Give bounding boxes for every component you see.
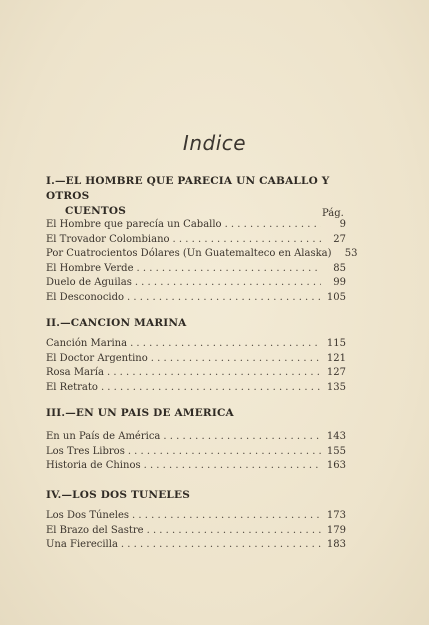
section-heading-line: II.—CANCION MARINA (46, 317, 187, 329)
toc-entry (46, 539, 346, 554)
entry-page: 105 (326, 291, 346, 303)
entry-page: 115 (326, 338, 346, 349)
leader-dots (107, 367, 321, 378)
entry-page: 143 (326, 431, 346, 442)
leader-dots (173, 234, 321, 245)
leader-dots (132, 510, 321, 521)
entry-page: 99 (333, 277, 346, 288)
entry-title: Por Cuatrocientos Dólares (Un Guatemalteco en Alaska) (46, 248, 332, 259)
leader-dots (135, 277, 321, 288)
entry-title: El Retrato (46, 381, 98, 393)
toc-entry (46, 234, 346, 249)
entry-page: 163 (326, 460, 346, 471)
leader-dots (130, 338, 321, 349)
entry-title: El Hombre Verde (46, 262, 134, 274)
entry-page: 9 (339, 219, 346, 230)
leader-dots (147, 525, 321, 536)
entry-title: El Hombre que parecía un Caballo (46, 219, 222, 230)
leader-dots (137, 263, 322, 274)
entry-title: El Doctor Argentino (46, 352, 148, 364)
section-entries-3 (46, 431, 346, 475)
toc-entry (46, 510, 346, 525)
toc-entry (46, 263, 346, 278)
entry-title: Rosa María (46, 367, 104, 378)
section-entries-2 (46, 338, 346, 396)
toc-entry (46, 338, 346, 353)
section-entries-1 (46, 219, 358, 306)
toc-entry (46, 277, 346, 292)
entry-page: 127 (326, 367, 346, 378)
section-heading-line: CUENTOS (65, 205, 127, 217)
section-heading-4 (46, 488, 366, 503)
toc-entry (46, 460, 346, 475)
leader-dots (163, 431, 321, 442)
entry-title: Historia de Chinos (46, 460, 141, 471)
page-title: Indice (182, 131, 247, 155)
page-column-label: Pág. (322, 208, 344, 219)
entry-page: 155 (326, 445, 346, 457)
entry-title: Canción Marina (46, 338, 128, 349)
toc-entry (46, 382, 346, 397)
leader-dots (225, 219, 321, 230)
entry-title: En un País de América (46, 431, 161, 442)
entry-page: 53 (344, 248, 358, 259)
entry-title: Los Tres Libros (46, 445, 125, 457)
leader-dots (151, 353, 321, 364)
toc-entry (46, 367, 346, 382)
toc-entry (46, 431, 346, 446)
toc-entry (46, 446, 346, 461)
leader-dots (127, 292, 321, 303)
toc-entry (46, 353, 346, 368)
toc-entry (46, 292, 346, 307)
entry-page: 121 (326, 352, 346, 364)
entry-title: Los Dos Túneles (46, 510, 130, 521)
section-heading-line: IV.—LOS DOS TUNELES (46, 489, 190, 501)
leader-dots (101, 382, 321, 393)
entry-page: 85 (333, 262, 346, 274)
entry-page: 27 (333, 233, 346, 245)
section-entries-4 (46, 510, 346, 554)
toc-entry (46, 248, 358, 263)
section-heading-line: I.—EL HOMBRE QUE PARECIA UN CABALLO Y OTROS (46, 175, 330, 202)
entry-title: El Desconocido (46, 291, 125, 303)
entry-title: El Trovador Colombiano (46, 233, 170, 245)
section-heading-1 (46, 174, 366, 219)
section-heading-3 (46, 406, 366, 421)
entry-title: El Brazo del Sastre (46, 524, 144, 536)
entry-title: Una Fierecilla (46, 539, 118, 550)
entry-title: Duelo de Aguilas (46, 277, 132, 288)
entry-page: 179 (326, 524, 346, 536)
entry-page: 173 (326, 510, 346, 521)
toc-entry (46, 525, 346, 540)
section-heading-line: III.—EN UN PAIS DE AMERICA (46, 407, 234, 419)
entry-page: 183 (326, 539, 346, 550)
leader-dots (128, 446, 321, 457)
entry-page: 135 (326, 381, 346, 393)
section-heading-2 (46, 316, 366, 331)
leader-dots (144, 460, 321, 471)
leader-dots (121, 539, 321, 550)
toc-entry (46, 219, 346, 234)
